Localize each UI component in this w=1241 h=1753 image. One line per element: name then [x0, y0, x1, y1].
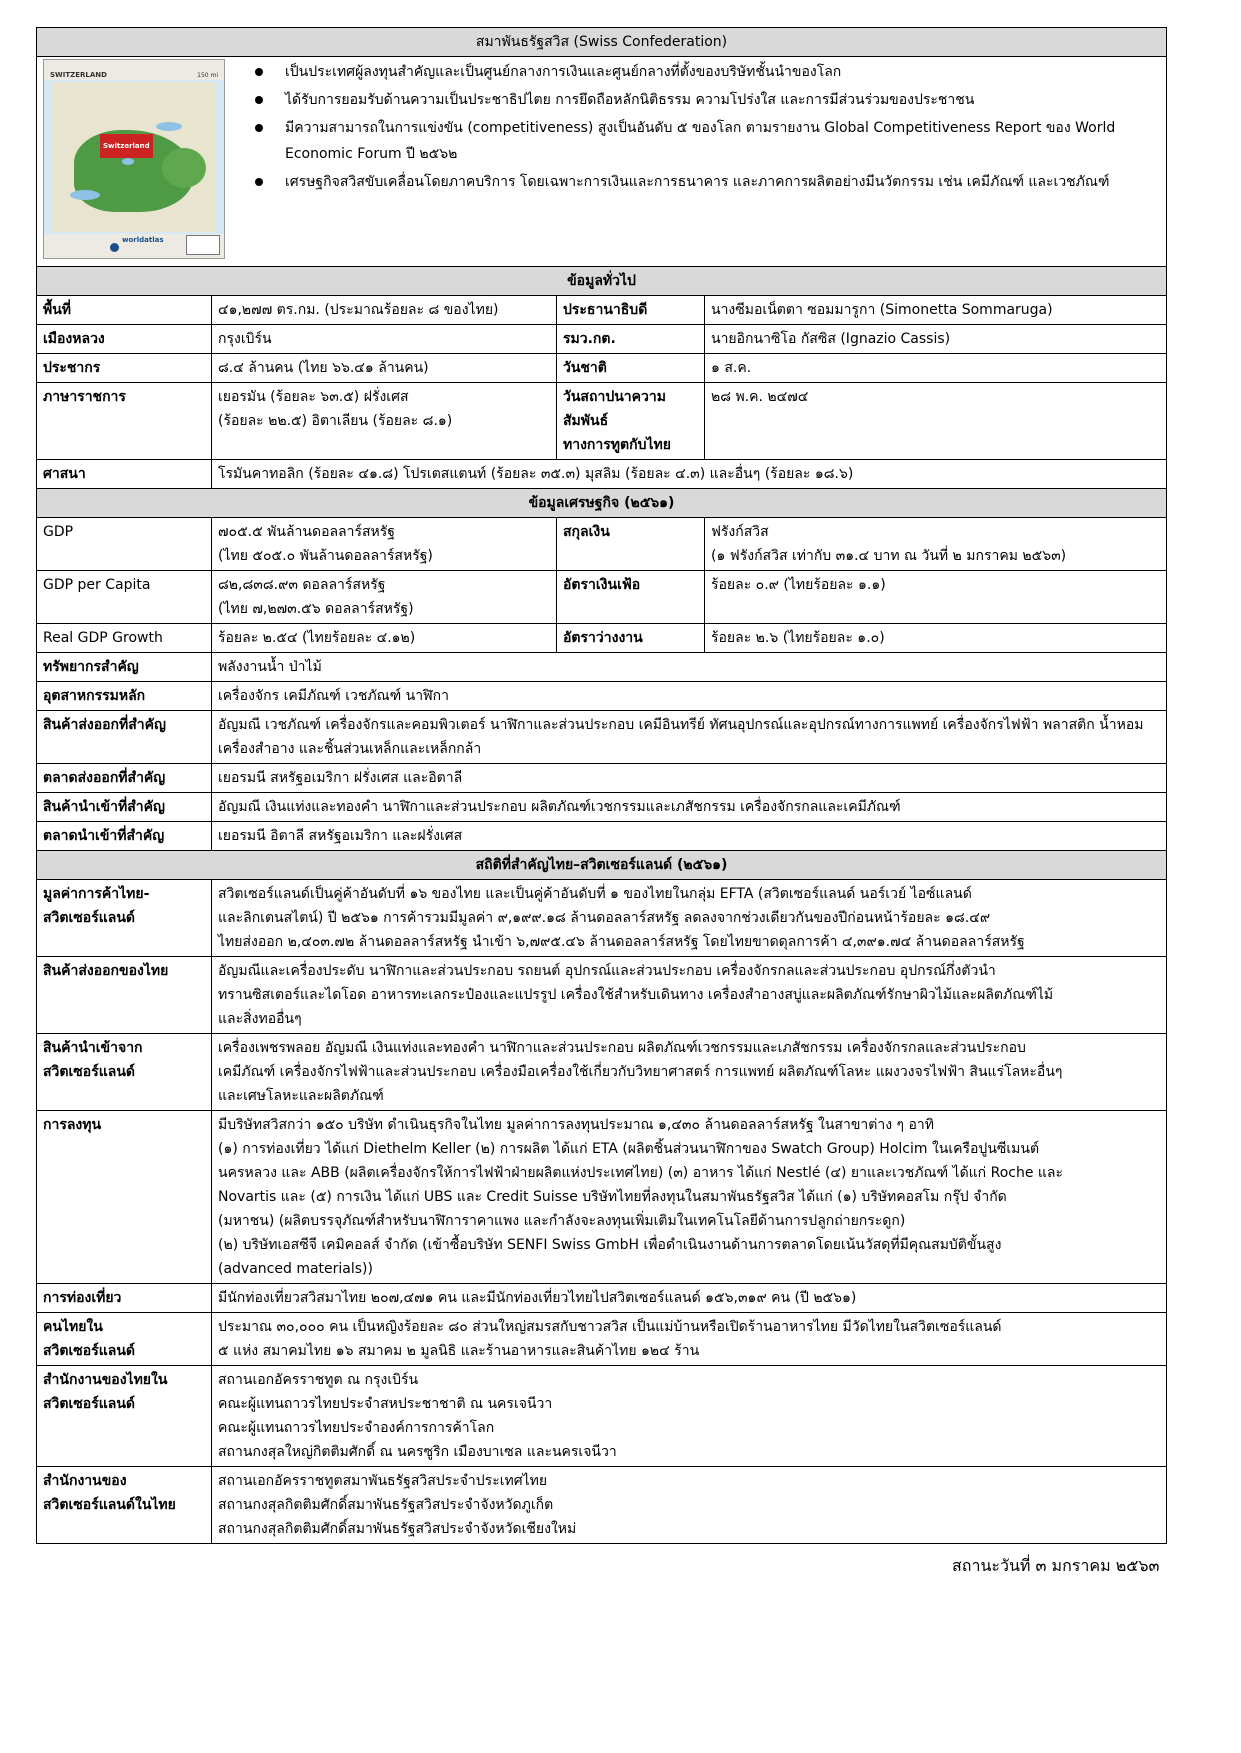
intro-bullet: เป็นประเทศผู้ลงทุนสำคัญและเป็นศูนย์กลางการเงินและศูนย์กลางที่ตั้งของบริษัทชั้นนำของโลก [255, 59, 1160, 85]
intro-bullet: มีความสามารถในการแข่งขัน (competitiveness) สูงเป็นอันดับ ๕ ของโลก ตามรายงาน Global Competitiveness Report ของ World Economic Forum ปี ๒๕๖๒ [255, 115, 1160, 167]
table-row: สินค้าส่งออกที่สำคัญ อัญมณี เวชภัณฑ์ เครื่องจักรและคอมพิวเตอร์ นาฬิกาและส่วนประกอบ เคมีอินทรีย์ ทัศนอุปกรณ์และอุปกรณ์ทางการแพทย์ เครื่องจักรไฟฟ้า พลาสติก น้ำหอม เครื่องสำอาง และชิ้นส่วนเหล็กและเหล็กกล้า [37, 711, 1167, 764]
section-economy-heading: ข้อมูลเศรษฐกิจ (๒๕๖๑) [37, 489, 1167, 518]
intro-bullets [255, 59, 1160, 259]
table-row: ภาษาราชการ เยอรมัน (ร้อยละ ๖๓.๕) ฝรั่งเศส (ร้อยละ ๒๒.๕) อิตาเลียน (ร้อยละ ๘.๑) วันสถาปนาความสัมพันธ์ ทางการทูตกับไทย ๒๘ พ.ค. ๒๔๗๔ [37, 383, 1167, 460]
table-row: อุตสาหกรรมหลัก เครื่องจักร เคมีภัณฑ์ เวชภัณฑ์ นาฬิกา [37, 682, 1167, 711]
table-row: มูลค่าการค้าไทย- สวิตเซอร์แลนด์ สวิตเซอร์แลนด์เป็นคู่ค้าอันดับที่ ๑๖ ของไทย และเป็นคู่ค้าอันดับที่ ๑ ของไทยในกลุ่ม EFTA (สวิตเซอร์แลนด์ นอร์เวย์ ไอซ์แลนด์ และลิกเตนสไตน์) ปี ๒๕๖๑ การค้ารวมมีมูลค่า ๙,๑๙๙.๑๘ ล้านดอลลาร์สหรัฐ ลดลงจากช่วงเดียวกันของปีก่อนหน้าร้อยละ ๑๘.๔๙ ไทยส่งออก ๒,๔๐๓.๗๒ ล้านดอลลาร์สหรัฐ นำเข้า ๖,๗๙๕.๔๖ ล้านดอลลาร์สหรัฐ โดยไทยขาดดุลการค้า ๔,๓๙๑.๗๔ ล้านดอลลาร์สหรัฐ [37, 880, 1167, 957]
table-row: GDP ๗๐๕.๕ พันล้านดอลลาร์สหรัฐ (ไทย ๕๐๕.๐ พันล้านดอลลาร์สหรัฐ) สกุลเงิน ฟรังก์สวิส (๑ ฟรังก์สวิส เท่ากับ ๓๑.๔ บาท ณ วันที่ ๒ มกราคม ๒๕๖๓) [37, 518, 1167, 571]
table-row: ประชากร ๘.๔ ล้านคน (ไทย ๖๖.๔๑ ล้านคน) วันชาติ ๑ ส.ค. [37, 354, 1167, 383]
fact-table [36, 27, 1167, 1544]
table-row: ตลาดส่งออกที่สำคัญ เยอรมนี สหรัฐอเมริกา ฝรั่งเศส และอิตาลี [37, 764, 1167, 793]
table-row: สำนักงานของ สวิตเซอร์แลนด์ในไทย สถานเอกอัครราชทูตสมาพันธรัฐสวิสประจำประเทศไทย สถานกงสุลกิตติมศักดิ์สมาพันธรัฐสวิสประจำจังหวัดภูเก็ต สถานกงสุลกิตติมศักดิ์สมาพันธรัฐสวิสประจำจังหวัดเชียงใหม่ [37, 1467, 1167, 1544]
intro-bullet: ได้รับการยอมรับด้านความเป็นประชาธิปไตย การยึดถือหลักนิติธรรม ความโปร่งใส และการมีส่วนร่วมของประชาชน [255, 87, 1160, 113]
switzerland-map-image [43, 59, 225, 259]
country-fact-sheet [36, 27, 1166, 1544]
section-general-heading: ข้อมูลทั่วไป [37, 267, 1167, 296]
table-row: สินค้านำเข้าจาก สวิตเซอร์แลนด์ เครื่องเพชรพลอย อัญมณี เงินแท่งและทองคำ นาฬิกาและส่วนประกอบ ผลิตภัณฑ์เวชกรรมและเภสัชกรรม เครื่องจักรกลและส่วนประกอบ เคมีภัณฑ์ เครื่องจักรไฟฟ้าและส่วนประกอบ เครื่องมือเครื่องใช้เกี่ยวกับวิทยาศาสตร์ การแพทย์ ผลิตภัณฑ์โลหะ แผงวงจรไฟฟ้า สินแร่โลหะอื่นๆ และเศษโลหะและผลิตภัณฑ์ [37, 1034, 1167, 1111]
table-row: เมืองหลวง กรุงเบิร์น รมว.กต. นายอิกนาซิโอ กัสซิส (Ignazio Cassis) [37, 325, 1167, 354]
table-row: Real GDP Growth ร้อยละ ๒.๕๔ (ไทยร้อยละ ๔.๑๒) อัตราว่างงาน ร้อยละ ๒.๖ (ไทยร้อยละ ๑.๐) [37, 624, 1167, 653]
table-row: GDP per Capita ๘๒,๘๓๘.๙๓ ดอลลาร์สหรัฐ (ไทย ๗,๒๗๓.๕๖ ดอลลาร์สหรัฐ) อัตราเงินเฟ้อ ร้อยละ ๐.๙ (ไทยร้อยละ ๑.๑) [37, 571, 1167, 624]
table-row: พื้นที่ ๔๑,๒๗๗ ตร.กม. (ประมาณร้อยละ ๘ ของไทย) ประธานาธิบดี นางซีมอเน็ตตา ซอมมารูกา (Simonetta Sommaruga) [37, 296, 1167, 325]
table-row: ตลาดนำเข้าที่สำคัญ เยอรมนี อิตาลี สหรัฐอเมริกา และฝรั่งเศส [37, 822, 1167, 851]
map-title: SWITZERLAND [50, 71, 107, 79]
map-scale: 150 mi [197, 72, 218, 79]
table-row: ศาสนา โรมันคาทอลิก (ร้อยละ ๔๑.๘) โปรเตสแตนท์ (ร้อยละ ๓๕.๓) มุสลิม (ร้อยละ ๔.๓) และอื่นๆ (ร้อยละ ๑๘.๖) [37, 460, 1167, 489]
table-row: การลงทุน มีบริษัทสวิสกว่า ๑๕๐ บริษัท ดำเนินธุรกิจในไทย มูลค่าการลงทุนประมาณ ๑,๔๓๐ ล้านดอลลาร์สหรัฐ ในสาขาต่าง ๆ อาทิ (๑) การท่องเที่ยว ได้แก่ Diethelm Keller (๒) การผลิต ได้แก่ ETA (ผลิตชิ้นส่วนนาฬิกาของ Swatch Group) Holcim ในเครือปูนซีเมนต์ นครหลวง และ ABB (ผลิตเครื่องจักรให้การไฟฟ้าฝ่ายผลิตแห่งประเทศไทย) (๓) อาหาร ได้แก่ Nestlé (๔) ยาและเวชภัณฑ์ ได้แก่ Roche และ Novartis และ (๕) การเงิน ได้แก่ UBS และ Credit Suisse บริษัทไทยที่ลงทุนในสมาพันธรัฐสวิส ได้แก่ (๑) บริษัทคอสโม กรุ๊ป จำกัด (มหาชน) (ผลิตบรรจุภัณฑ์สำหรับนาฬิการาคาแพง และกำลังจะลงทุนเพิ่มเติมในเทคโนโลยีด้านการปลูกถ่ายกระดูก) (๒) บริษัทเอสซีจี เคมิคอลส์ จำกัด (เข้าซื้อบริษัท SENFI Swiss GmbH เพื่อดำเนินงานด้านการตลาดโดยเน้นวัสดุที่มีคุณสมบัติขั้นสูง (advanced materials)) [37, 1111, 1167, 1284]
table-row: สำนักงานของไทยใน สวิตเซอร์แลนด์ สถานเอกอัครราชทูต ณ กรุงเบิร์น คณะผู้แทนถาวรไทยประจำสหประชาชาติ ณ นครเจนีวา คณะผู้แทนถาวรไทยประจำองค์การการค้าโลก สถานกงสุลใหญ่กิตติมศักดิ์ ณ นครซูริก เมืองบาเซล และนครเจนีวา [37, 1366, 1167, 1467]
section-stats-heading: สถิติที่สำคัญไทย–สวิตเซอร์แลนด์ (๒๕๖๑) [37, 851, 1167, 880]
globe-icon [110, 243, 119, 252]
intro-bullet: เศรษฐกิจสวิสขับเคลื่อนโดยภาคบริการ โดยเฉพาะการเงินและการธนาคาร และภาคการผลิตอย่างมีนวัตกรรม เช่น เคมีภัณฑ์ และเวชภัณฑ์ [255, 169, 1160, 195]
table-row: สินค้านำเข้าที่สำคัญ อัญมณี เงินแท่งและทองคำ นาฬิกาและส่วนประกอบ ผลิตภัณฑ์เวชกรรมและเภสัชกรรม เครื่องจักรกลและเคมีภัณฑ์ [37, 793, 1167, 822]
table-row: การท่องเที่ยว มีนักท่องเที่ยวสวิสมาไทย ๒๐๗,๔๗๑ คน และมีนักท่องเที่ยวไทยไปสวิตเซอร์แลนด์ ๑๕๖,๓๑๙ คน (ปี ๒๕๖๑) [37, 1284, 1167, 1313]
map-brand: worldatlas [122, 236, 164, 244]
map-country-label: Switzerland [100, 134, 153, 158]
table-row: ทรัพยากรสำคัญ พลังงานน้ำ ป่าไม้ [37, 653, 1167, 682]
status-date: สถานะวันที่ ๓ มกราคม ๒๕๖๓ [952, 1556, 1160, 1575]
table-row: สินค้าส่งออกของไทย อัญมณีและเครื่องประดับ นาฬิกาและส่วนประกอบ รถยนต์ อุปกรณ์และส่วนประกอบ เครื่องจักรกลและส่วนประกอบ อุปกรณ์กึ่งตัวนำ ทรานซิสเตอร์และไดโอด อาหารทะเลกระป๋องและแปรรูป เครื่องใช้สำหรับเดินทาง เครื่องสำอางสบู่และผลิตภัณฑ์รักษาผิวไม้และผลิตภัณฑ์ไม้ และสิ่งทออื่นๆ [37, 957, 1167, 1034]
page-title: สมาพันธรัฐสวิส (Swiss Confederation) [37, 28, 1167, 57]
intro-section [37, 57, 1167, 267]
table-row: คนไทยใน สวิตเซอร์แลนด์ ประมาณ ๓๐,๐๐๐ คน เป็นหญิงร้อยละ ๘๐ ส่วนใหญ่สมรสกับชาวสวิส เป็นแม่บ้านหรือเปิดร้านอาหารไทย มีวัดไทยในสวิตเซอร์แลนด์ ๕ แห่ง สมาคมไทย ๑๖ สมาคม ๒ มูลนิธิ และร้านอาหารและสินค้าไทย ๑๒๔ ร้าน [37, 1313, 1167, 1366]
